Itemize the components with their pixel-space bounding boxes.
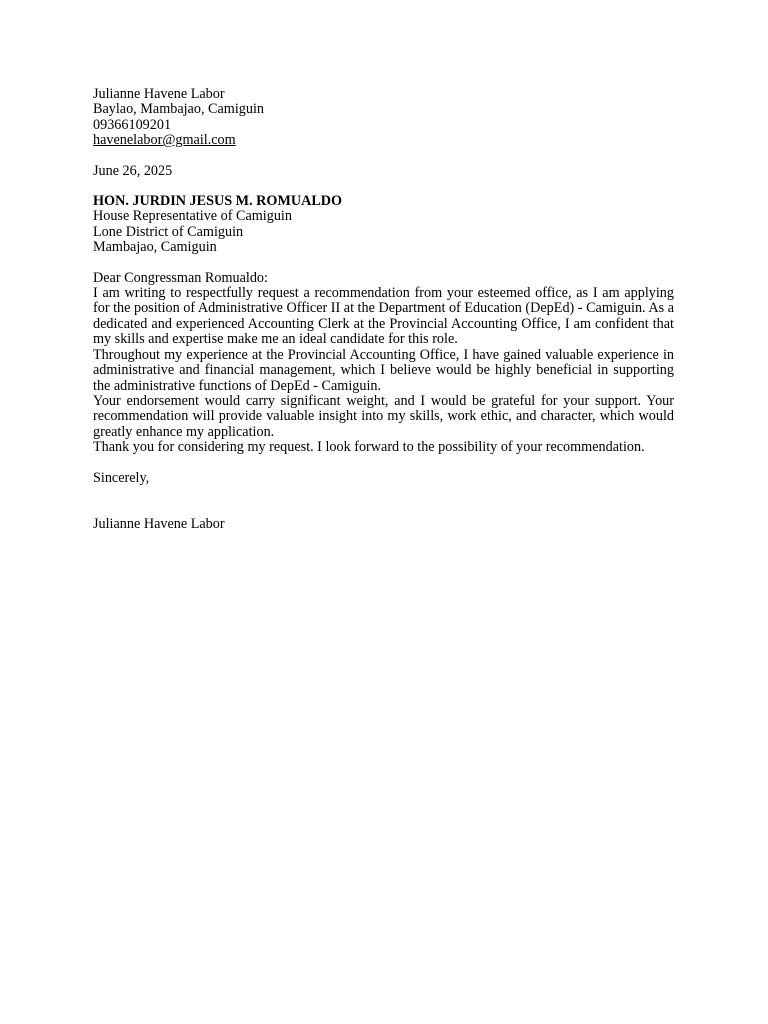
- recipient-name: HON. JURDIN JESUS M. ROMUALDO: [93, 193, 343, 210]
- sender-phone: 09366109201: [93, 116, 172, 133]
- signature-name: Julianne Havene Labor: [93, 515, 225, 532]
- recipient-block: [93, 194, 674, 256]
- recipient-district: Lone District of Camiguin: [93, 223, 244, 240]
- letter-page: [93, 87, 674, 532]
- body-paragraph-3: Your endorsement would carry significant weight, and I would be grateful for your support. Your recommendation will provide valuable insight into my skills, work ethic, and character, which would greatly enhance my application.: [93, 392, 674, 440]
- closing: Sincerely,: [93, 469, 150, 486]
- letter-date: June 26, 2025: [93, 162, 173, 179]
- sender-email-link[interactable]: havenelabor@gmail.com: [93, 132, 236, 149]
- body-paragraph-4: Thank you for considering my request. I look forward to the possibility of your recommendation.: [93, 439, 645, 456]
- body-paragraph-2: Throughout my experience at the Provincial Accounting Office, I have gained valuable experience in administrative and financial management, which I believe would be highly beneficial in supporting the administrative functions of DepEd - Camiguin.: [93, 346, 674, 394]
- sender-address: Baylao, Mambajao, Camiguin: [93, 101, 265, 118]
- salutation: Dear Congressman Romualdo:: [93, 269, 268, 286]
- recipient-title: House Representative of Camiguin: [93, 208, 292, 225]
- sender-name: Julianne Havene Labor: [93, 86, 225, 102]
- body-paragraph-1: I am writing to respectfully request a recommendation from your esteemed office, as I am applying for the position of Administrative Officer II at the Department of Education (DepEd) - Camiguin. As a dedicated and experienced Accounting Clerk at the Provincial Accounting Office, I am confident that my skills and expertise make me an ideal candidate for this role.: [93, 285, 674, 348]
- sender-block: [93, 87, 674, 149]
- recipient-location: Mambajao, Camiguin: [93, 239, 217, 256]
